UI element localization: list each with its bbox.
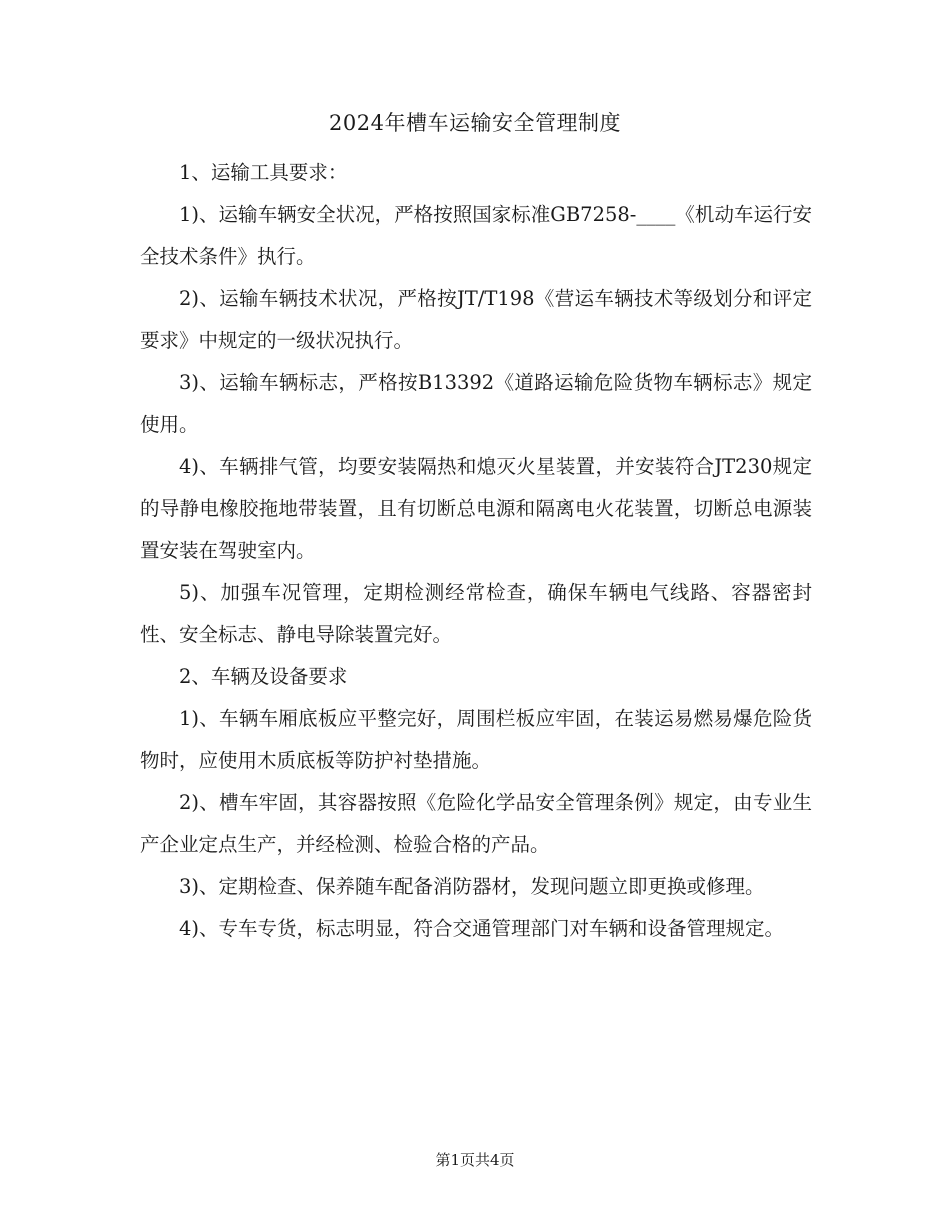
paragraph-fire-equipment: 3)、定期检查、保养随车配备消防器材，发现问题立即更换或修理。 [179,875,765,898]
document-body [140,152,812,950]
paragraph-exhaust-pipe: 4)、车辆排气管，均要安装隔热和熄灭火星装置，并安装符合JT230规定的导静电橡胶拖地带装置，且有切断总电源和隔离电火花装置，切断总电源装置安装在驾驶室内。 [140,455,812,562]
page-number: 第1页共4页 [435,1151,515,1169]
section-heading-transport-tools: 1、运输工具要求： [179,161,348,184]
paragraph-vehicle-safety: 1)、运输车辆安全状况，严格按照国家标准GB7258-____《机动车运行安全技术条件》执行。 [140,203,812,268]
paragraph-tanker: 2)、槽车牢固，其容器按照《危险化学品安全管理条例》规定，由专业生产企业定点生产，并经检测、检验合格的产品。 [140,791,812,856]
paragraph-vehicle-floor: 1)、车辆车厢底板应平整完好，周围栏板应牢固，在装运易燃易爆危险货物时，应使用木质底板等防护衬垫措施。 [140,707,812,772]
paragraph-vehicle-condition: 5)、加强车况管理，定期检测经常检查，确保车辆电气线路、容器密封性、安全标志、静电导除装置完好。 [140,581,812,646]
document-title: 2024年槽车运输安全管理制度 [329,111,621,135]
paragraph-dedicated-vehicle: 4)、专车专货，标志明显，符合交通管理部门对车辆和设备管理规定。 [179,917,785,940]
paragraph-vehicle-technical: 2)、运输车辆技术状况，严格按JT/T198《营运车辆技术等级划分和评定要求》中规定的一级状况执行。 [140,287,812,352]
paragraph-vehicle-signs: 3)、运输车辆标志，严格按B13392《道路运输危险货物车辆标志》规定使用。 [140,371,812,436]
section-heading-vehicle-equipment: 2、车辆及设备要求 [179,665,348,688]
